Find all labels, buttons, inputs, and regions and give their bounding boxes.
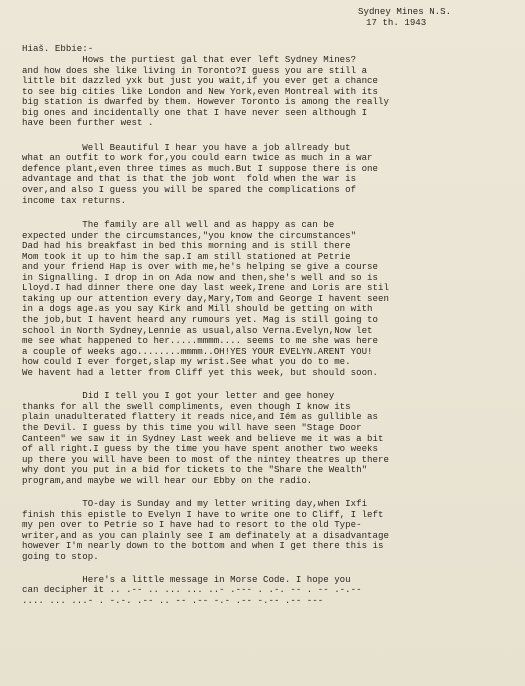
letter-paragraph (22, 143, 517, 206)
letter-line: why dont you put in a bid for tickets to the "Share the Wealth" (22, 464, 368, 476)
letter-line: a couple of weeks ago........mmmm..OH!YES YOUR EVELYN.ARENT YOU! (22, 345, 373, 357)
letter-line: Did I tell you I got your letter and gee honey (22, 390, 335, 402)
letter-line: can decipher it .. .-- .. ... ... ..- .--- . .-. -- . -- .-.-- (22, 584, 362, 596)
letter-line: of all right.I guess by the time you have spent another two weeks (22, 443, 379, 455)
letter-line: however I'm nearly down to the bottom and when I get there this is (22, 540, 384, 552)
letter-paragraph (22, 55, 517, 129)
letter-line: advantage and that is that the job wont fold when the war is (22, 173, 357, 185)
letter-line: Dad had his breakfast in bed this morning and is still there (22, 240, 351, 252)
letter-line: writer,and as you can plainly see I am definately at a disadvantage (22, 529, 389, 541)
letter-line: in a dogs age.as you say Kirk and Mill should be getting on with (22, 303, 373, 315)
letter-line: and your friend Hap is over with me,he's helping se give a course (22, 261, 379, 273)
letter-line: The family are all well and as happy as can be (22, 219, 335, 231)
letter-date: 17 th. 1943 (366, 16, 427, 28)
letter-line: little bit dazzled yxk but just you wait,if you ever get a chance (22, 75, 379, 87)
letter-line: the job,but I havent heard any rumours yet. Mag is still going to (22, 314, 379, 326)
letter-line: program,and maybe we will hear our Ebby on the radio. (22, 474, 313, 486)
letter-paragraph (22, 575, 517, 607)
letter-line: to see big cities like London and New York,even Montreal with its (22, 85, 379, 97)
letter-line: TO-day is Sunday and my letter writing day,when Ixfi (22, 498, 368, 510)
letter-body (22, 55, 517, 606)
letter-paragraph (22, 391, 517, 486)
letter-line: school in North Sydney,Lennie as usual,also Verna.Evelyn,Now let (22, 324, 373, 336)
letter-line: Lloyd.I had dinner there one day last week,Irene and Loris are stil (22, 282, 389, 294)
letter-line: income tax returns. (22, 194, 127, 206)
letter-line: Hows the purtiest gal that ever left Sydney Mines? (22, 54, 357, 65)
letter-line: going to stop. (22, 550, 99, 562)
letter-paragraph (22, 220, 517, 378)
letter-line: big ones and incidentally one that I have never seen although I (22, 106, 368, 118)
letter-line: me see what happened to her.....mmmm.... seems to me she was here (22, 335, 379, 347)
letter-line: Well Beautiful I hear you have a job allready but (22, 141, 351, 153)
letter-line: in Signalling. I drop in on Ada now and then,she's well and so is (22, 271, 379, 283)
letter-line: how could I ever forget,slap my wrist.See what you do to me. (22, 356, 351, 368)
letter-line: the Devil. I guess by this time you will have seen "Stage Door (22, 421, 362, 433)
letter-line: have been further west . (22, 117, 154, 129)
letter-header (358, 7, 518, 28)
letter-line: Here's a little message in Morse Code. I hope you (22, 573, 351, 585)
letter-line: finish this epistle to Evelyn I have to write one to Cliff, I left (22, 508, 384, 520)
letter-line: Mom took it up to him the sap.I am still stationed at Petrie (22, 250, 351, 262)
letter-paragraph (22, 499, 517, 562)
letter-salutation: Hiaš. Ebbie:- (22, 43, 94, 54)
letter-line: Canteen" we saw it in Sydney Last week and believe me it was a bit (22, 432, 384, 444)
letter-place: Sydney Mines N.S. (358, 6, 452, 17)
letter-line: taking up our attention every day,Mary,Tom and George I havent seen (22, 292, 389, 304)
letter-line: We havent had a letter from Cliff yet this week, but should soon. (22, 366, 379, 378)
letter-line: and how does she like living in Toronto?I guess you are still a (22, 64, 368, 76)
letter-line: expected under the circumstances,"you know the circumstances" (22, 229, 357, 241)
letter-line: defence plant,even three times as much.But I suppose there is one (22, 162, 379, 174)
letter-line: .... ... ...- . -.-. .-- .. -- .-- -.- .-- -.-- .-- --- (22, 594, 324, 606)
letter-line: up there you will have been to most of the nintey theatres up there (22, 453, 389, 465)
letter-line: my pen over to Petrie so I have had to resort to the old Type- (22, 519, 362, 531)
letter-line: thanks for all the swell compliments, even though I know its (22, 400, 351, 412)
letter-line: over,and also I guess you will be spared the complications of (22, 184, 357, 196)
letter-line: what an outfit to work for,you could earn twice as much in a war (22, 152, 373, 164)
letter-line: plain unadulterated flattery it reads nice,and Iém as gullible as (22, 411, 379, 423)
letter-line: big station is dwarfed by them. However Toronto is among the really (22, 96, 389, 108)
